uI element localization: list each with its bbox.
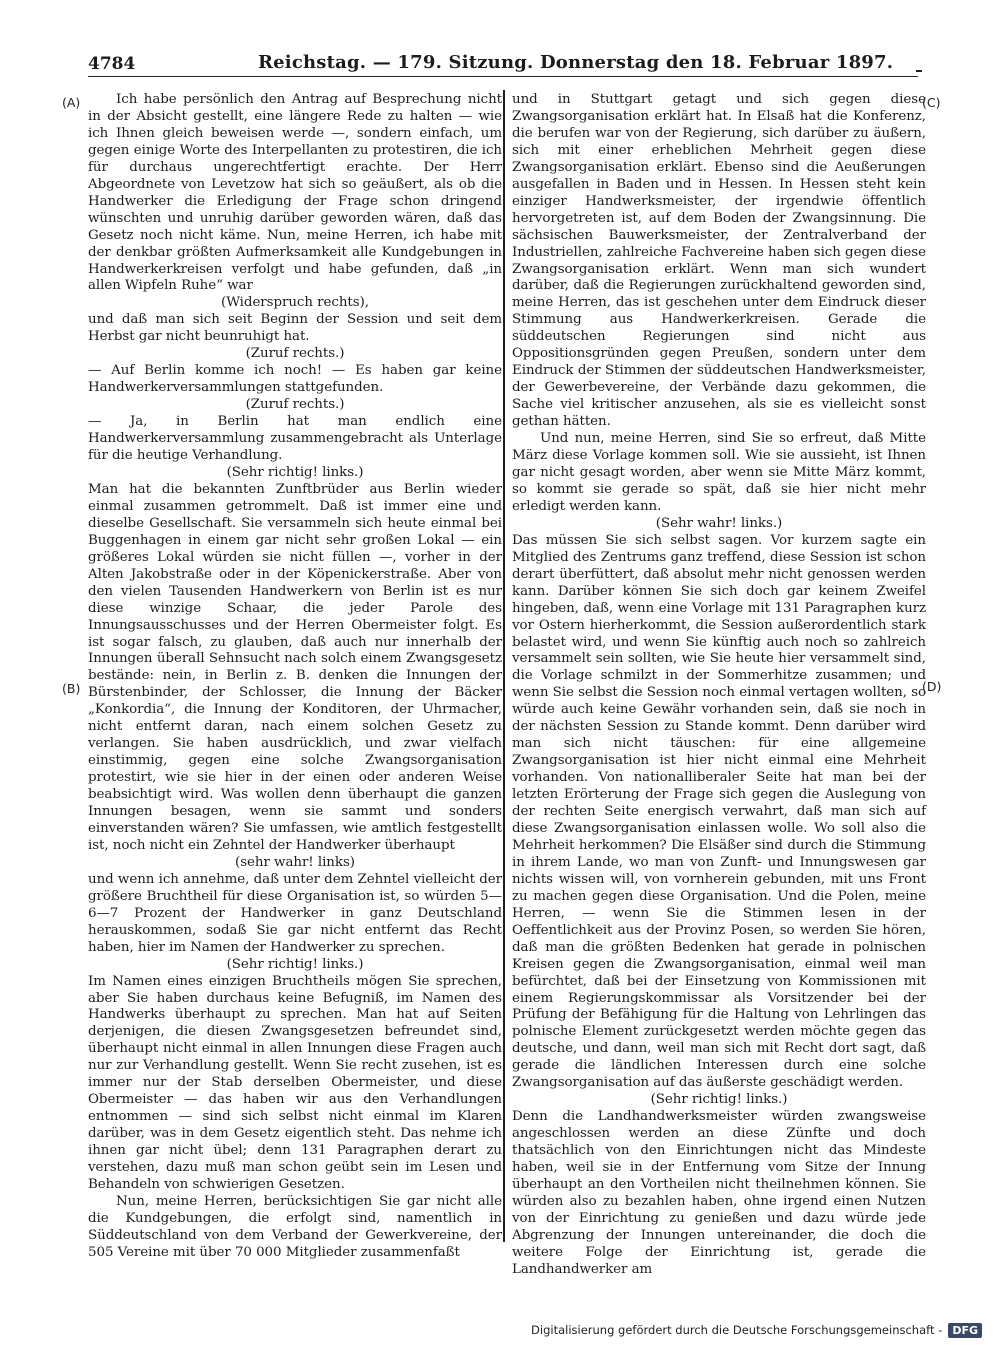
page-header	[88, 52, 918, 77]
paragraph: und wenn ich annehme, daß unter dem Zehntel vielleicht der größere Bruchtheil für diese Organisation ist, so würden 5—6—7 Prozent der Handwerker in ganz Deutschland herauskommen, sodaß Sie gar nicht entfernt das Recht haben, hier im Namen der Handwerker zu sprechen.	[88, 871, 502, 955]
paragraph: Nun, meine Herren, berücksichtigen Sie gar nicht alle die Kundgebungen, die erfolgt sind, namentlich in Süddeutschland von dem Verband der Gewerkvereine, der 505 Vereine mit über 70 000 Mitglieder zusammenfaßt	[88, 1193, 502, 1260]
paragraph: und in Stuttgart getagt und sich gegen diese Zwangsorganisation erklärt hat. In Elsaß hat die Konferenz, die berufen war von der Regierung, sich darüber zu äußern, sich mit einer erheblichen Mehrheit gegen diese Zwangsorganisation erklärt. Ebenso sind die Aeußerungen ausgefallen in Baden und in Hessen. In Hessen steht kein einziger Handwerksmeister, der irgendwie öffentlich hervorgetreten ist, auf dem Boden der Zwangsinnung. Die sächsischen Bauwerksmeister, der Zentralverband der Industriellen, zahlreiche Fachvereine haben sich gegen diese Zwangsorganisation erklärt. Wenn man sich wundert darüber, daß die Regierungen zurückhaltend geworden sind, meine Herren, das ist geschehen unter dem Eindruck dieser Stimmung aus Handwerkerkreisen. Gerade die süddeutschen Regierungen sind nicht aus Oppositionsgründen gegen Preußen, sondern unter dem Eindruck der Stimmen der süddeutschen Handwerksmeister, der Gewerbevereine, der Verbände dazu gekommen, die Sache viel kritischer anzusehen, als sie es vielleicht sonst gethan hätten.	[512, 92, 926, 430]
paragraph: Das müssen Sie sich selbst sagen. Vor kurzem sagte ein Mitglied des Zentrums ganz treffend, diese Session ist schon derart überfüttert, daß absolut mehr nicht genossen werden kann. Darüber können Sie sich doch gar keinem Zweifel hingeben, daß, wenn eine Vorlage mit 131 Paragraphen kurz vor Ostern hierherkommt, die Session außerordentlich stark belastet wird, und wenn Sie künftig auch noch so zahlreich versammelt sein sollten, wie Sie heute hier versammelt sind, die Vorlage schmilzt in der Sommerhitze zusammen; und wenn Sie selbst die Session noch einmal vertagen wollten, so würde auch keine Gewähr vorhanden sein, daß sie noch in der nächsten Session zu Stande kommt. Denn darüber wird man sich nicht täuschen: für eine allgemeine Zwangsorganisation ist hier nicht einmal eine Mehrheit vorhanden. Von nationalliberaler Seite hat man bei der letzten Erörterung der Frage sich gegen die Auslegung von der rechten Seite energisch verwahrt, daß man sich auf diese Zwangsorganisation einlassen wolle. Wo soll also die Mehrheit herkommen? Die Elsäßer sind durch die Stimmung in ihrem Lande, wo man von Zunft- und Innungswesen gar nichts wissen will, von vornherein gebunden, mit uns Front zu machen gegen diese Organisation. Und die Polen, meine Herren, — wenn Sie die Stimmen lesen in der Oeffentlichkeit aus der Provinz Posen, so werden Sie hören, daß man die größten Bedenken hat gerade in polnischen Kreisen gegen die Zwangsorganisation, einmal weil man befürchtet, daß bei der Einsetzung von Kommissionen mit einem Regierungskommissar als Vorsitzender bei der Prüfung der Befähigung für die Haltung von Lehrlingen das polnische Element zurückgesetzt werden möchte gegen das deutsche, und dann, weil man sich mit Recht dort sagt, daß gerade die ländlichen Interessen durch eine solche Zwangsorganisation auf das äußerste geschädigt werden.	[512, 532, 927, 1091]
running-title: Reichstag. — 179. Sitzung. Donnerstag den 18. Februar 1897.	[258, 52, 894, 73]
interjection: (Widerspruch rechts),	[221, 295, 369, 311]
column-divider	[503, 90, 505, 1242]
page-number: 4784	[88, 54, 136, 74]
interjection: (sehr wahr! links)	[235, 854, 355, 870]
interjection: (Sehr richtig! links.)	[226, 956, 364, 972]
footer-credit-text: Digitalisierung gefördert durch die Deutsche Forschungsgemeinschaft -	[531, 1323, 943, 1337]
dfg-logo-icon: DFG	[948, 1323, 982, 1338]
interjection: (Sehr richtig! links.)	[226, 464, 364, 480]
paragraph: und daß man sich seit Beginn der Session und seit dem Herbst gar nicht beunruhigt hat.	[88, 312, 502, 345]
margin-mark-b: (B)	[62, 681, 81, 696]
paragraph: Denn die Landhandwerksmeister würden zwangsweise angeschlossen werden an diese Zünfte und doch thatsächlich von den Einrichtungen nicht das Mindeste haben, weil sie in der Entfernung vom Sitze der Innung überhaupt an den Vortheilen nicht theilnehmen können. Sie würden also zu bezahlen haben, ohne irgend einen Nutzen von der Einrichtung zu genießen und dazu würde jede Abgrenzung der Innungen untereinander, die doch die weitere Folge der Einrichtung ist, gerade die Landhandwerker am	[512, 1109, 926, 1277]
footer-credit	[531, 1321, 982, 1339]
interjection: (Zuruf rechts.)	[245, 346, 345, 362]
left-column	[88, 92, 502, 1260]
paragraph: Und nun, meine Herren, sind Sie so erfreut, daß Mitte März diese Vorlage kommen soll. Wie sie aussieht, ist Ihnen gar nicht gesagt worden, aber wenn sie Mitte März kommt, so kommt sie gerade so spät, daß sie hier nicht mehr erledigt werden kann.	[512, 431, 926, 514]
margin-mark-d: (D)	[922, 679, 942, 694]
header-rule-end	[916, 70, 922, 72]
paragraph: Man hat die bekannten Zunftbrüder aus Berlin wieder einmal zusammen getrommelt. Daß ist immer eine und dieselbe Gesellschaft. Sie versammeln sich heute einmal bei Buggenhagen in einem gar nicht sehr großen Lokal — ein größeres Lokal würden sie nicht füllen —, vorher in der Alten Jakobstraße oder in der Köpenickerstraße. Aber von den vielen Tausenden Handwerkern von Berlin ist es nur diese winzige Schaar, die jeder Parole des Innungsausschusses und der Herren Obermeister folgt. Es ist sogar falsch, zu glauben, daß auch nur innerhalb der Innungen überall Sehnsucht nach solch einem Zwangsgesetz bestände: nein, in Berlin z. B. denken die Innungen der Bürstenbinder, der Schlosser, die Innung der Bäcker „Konkordia“, die Innung der Konditoren, der Uhrmacher, nicht entfernt daran, nach einem solchen Gesetz zu verlangen. Sie haben ausdrücklich, und zwar vielfach einstimmig, gegen eine solche Zwangsorganisation protestirt, wie sie hier in der einen oder anderen Weise beabsichtigt wird. Was wollen denn überhaupt die ganzen Innungen besagen, wenn sie sammt und sonders einverstanden wären? Sie umfassen, wie amtlich festgestellt ist, noch nicht ein Zehntel der Handwerker überhaupt	[88, 481, 502, 853]
paragraph: — Ja, in Berlin hat man endlich eine Handwerkerversammlung zusammengebracht als Unterlage für die heutige Verhandlung.	[88, 414, 502, 464]
interjection: (Sehr wahr! links.)	[655, 515, 783, 531]
interjection: (Sehr richtig! links.)	[650, 1092, 788, 1108]
right-column	[512, 92, 927, 1277]
interjection: (Zuruf rechts.)	[245, 397, 345, 413]
margin-mark-c: (C)	[922, 95, 941, 110]
paragraph: — Auf Berlin komme ich noch! — Es haben gar keine Handwerkerversammlungen stattgefunden.	[88, 363, 502, 396]
margin-mark-a: (A)	[62, 95, 81, 110]
paragraph: Ich habe persönlich den Antrag auf Besprechung nicht in der Absicht gestellt, eine längere Rede zu halten — wie ich Ihnen gleich beweisen werde —, sondern einfach, um gegen einige Worte des Interpellanten zu protestiren, die ich für durchaus ungerechtfertigt erachte. Der Herr Abgeordnete von Levetzow hat sich so geäußert, als ob die Handwerker die Erledigung der Frage schon dringend wünschten und unruhig darüber geworden wären, daß das Gesetz noch nicht käme. Nun, meine Herren, ich habe mit der denkbar größten Aufmerksamkeit alle Kundgebungen in Handwerkerkreisen verfolgt und habe gefunden, daß „in allen Wipfeln Ruhe“ war	[88, 92, 502, 294]
paragraph: Im Namen eines einzigen Bruchtheils mögen Sie sprechen, aber Sie haben durchaus keine Befugniß, im Namen des Handwerks überhaupt zu sprechen. Man hat auf Seiten derjenigen, die diesen Zwangsgesetzen befreundet sind, überhaupt nicht einmal in allen Innungen diese Fragen auch nur zur Verhandlung gestellt. Wenn Sie recht zusehen, ist es immer nur der Stab derselben Obermeister, und diese Obermeister — das haben wir aus den Verhandlungen entnommen — sind sich selbst nicht einmal im Klaren darüber, was in dem Gesetz eigentlich steht. Das nehme ich ihnen gar nicht übel; denn 131 Paragraphen derart zu verstehen, dazu muß man schon geübt sein im Lesen und Behandeln von schwierigen Gesetzen.	[88, 973, 502, 1192]
